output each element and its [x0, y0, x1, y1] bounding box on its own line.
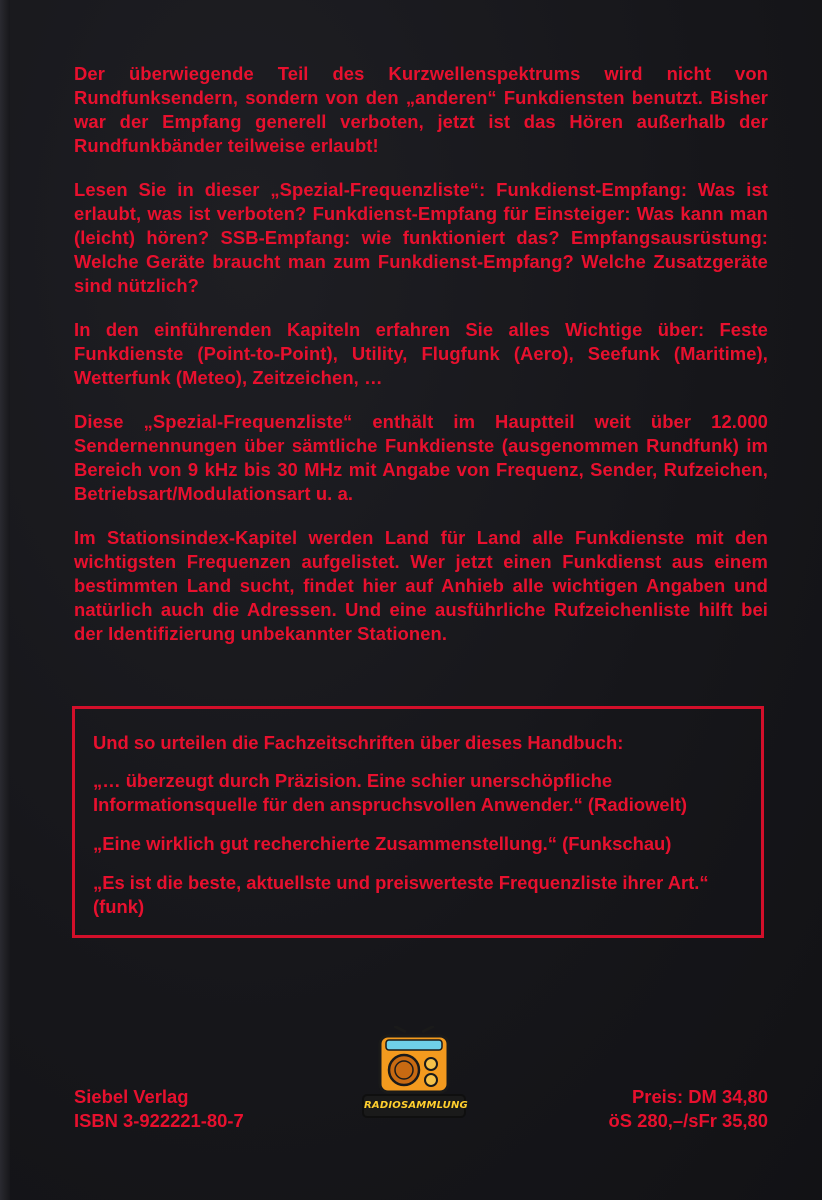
publisher-info — [74, 1085, 244, 1133]
price-de: Preis: DM 34,80 — [632, 1086, 768, 1107]
price-info — [609, 1085, 769, 1133]
paragraph-main-part: Diese „Spezial-Frequenzliste“ enthält im Hauptteil weit über 12.000 Sendernennungen über sämtliche Funkdienste (ausgenommen Rundfunk) im Bereich von 9 kHz bis 30 MHz mit Angabe von Frequenz, Sender, Rufzeichen, Betriebsart/Modulationsart u. a. — [74, 411, 768, 504]
isbn: ISBN 3-922221-80-7 — [74, 1110, 244, 1131]
reviews-heading: Und so urteilen die Fachzeitschriften über dieses Handbuch: — [93, 732, 624, 753]
paragraph-chapters: In den einführenden Kapiteln erfahren Sie alles Wichtige über: Feste Funkdienste (Point-to-Point), Utility, Flugfunk (Aero), Seefunk (Maritime), Wetterfunk (Meteo), Zeitzeichen, … — [74, 319, 768, 388]
paragraph-contents: Lesen Sie in dieser „Spezial-Frequenzliste“: Funkdienst-Empfang: Was ist erlaubt, was ist verboten? Funkdienst-Empfang für Einsteiger: Was kann man (leicht) hören? SSB-Empfang: wie funktioniert das? Empfangsausrüstung: Welche Geräte braucht man zum Funkdienst-Empfang? Welche Zusatzgeräte sind nützlich? — [74, 179, 768, 296]
publisher-name: Siebel Verlag — [74, 1086, 189, 1107]
price-at-ch: öS 280,–/sFr 35,80 — [608, 1110, 768, 1131]
reviews-box — [72, 706, 764, 938]
review-quote-funk: „Es ist die beste, aktuellste und preiswerteste Frequenzliste ihrer Art.“ (funk) — [93, 872, 709, 917]
logo-text: RADIOSAMMLUNG — [364, 1096, 464, 1116]
paragraph-intro: Der überwiegende Teil des Kurzwellenspektrums wird nicht von Rundfunksendern, sondern von den „anderen“ Funkdiensten benutzt. Bisher war der Empfang generell verboten, jetzt ist das Hören außerhalb der Rundfunkbänder teilweise erlaubt! — [74, 63, 768, 156]
review-quote-radiowelt: „… überzeugt durch Präzision. Eine schier unerschöpfliche Informationsquelle für den anspruchsvollen Anwender.“ (Radiowelt) — [93, 770, 688, 815]
radiosammlung-logo — [364, 1026, 468, 1126]
review-quote-funkschau: „Eine wirklich gut recherchierte Zusammenstellung.“ (Funkschau) — [93, 833, 672, 854]
paragraph-station-index: Im Stationsindex-Kapitel werden Land für Land alle Funkdienste mit den wichtigsten Frequenzen aufgelistet. Wer jetzt einen Funkdienst aus einem bestimmten Land sucht, findet hier auf Anhieb alle wichtigen Angaben und natürlich auch die Adressen. Und eine ausführliche Rufzeichenliste hilft bei der Identifizierung unbekannter Stationen. — [74, 527, 768, 644]
description-text — [74, 62, 768, 666]
vintage-radio-icon — [364, 1026, 464, 1106]
cover-edge — [0, 0, 10, 1200]
